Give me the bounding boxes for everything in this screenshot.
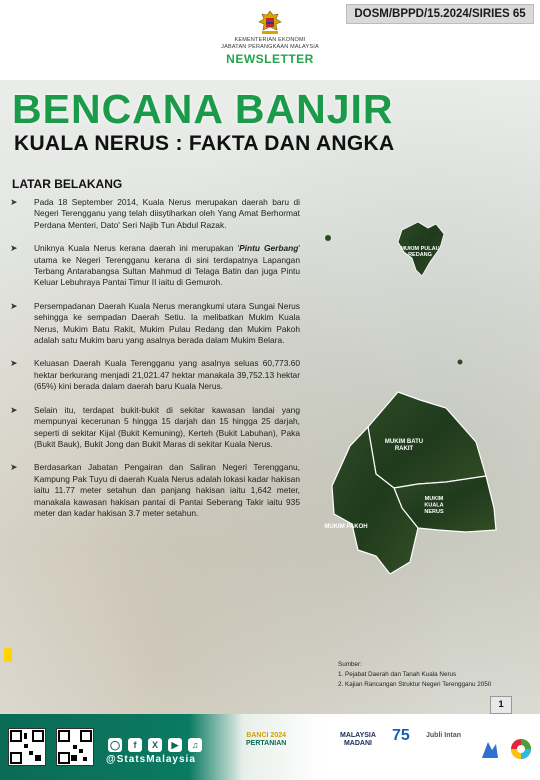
ministry-line-1: KEMENTERIAN EKONOMI xyxy=(234,37,306,43)
bullet-text: Persempadanan Daerah Kuala Nerus merangkumi utara Sungai Nerus sehingga ke sempadan Daerah Setiu. Ia melibatkan Mukim Kuala Nerus, Mukim Batu Rakit, Mukim Pulau Redang dan Mukim Pakoh adalah satu Mukim baru yang asalnya berada dalam Mukim Belara. xyxy=(34,300,300,346)
source-item: 1. Pejabat Daerah dan Tanah Kuala Nerus xyxy=(338,671,457,678)
bullet-item xyxy=(10,358,300,392)
sdg-wheel-icon xyxy=(510,738,532,760)
logo-text: PERTANIAN xyxy=(246,740,287,747)
yellow-marker xyxy=(4,648,12,662)
map-label-pulau-redang: MUKIM PULAU REDANG xyxy=(400,246,440,258)
bullet-text: Pada 18 September 2014, Kuala Nerus merupakan daerah baru di Negeri Terengganu yang telah diisytiharkan oleh Yang Amat Berhormat Perdana Menteri, Dato' Seri Najib Tun Abdul Razak. xyxy=(34,197,300,230)
bullet-text: Selain itu, terdapat bukit-bukit di sekitar kawasan landai yang mempunyai kecerunan 5 hingga 15 darjah dan 15 hingga 25 darjah, seperti di sekitar Kijal (Bukit Kemuning), Kerteh (Bukit Labuhan), Paka (Bukit Bauk), Bukit Jong dan Bukit Maras di sekitar Kuala Nerus. xyxy=(34,404,300,449)
section-heading: LATAR BELAKANG xyxy=(12,177,123,191)
map-label-kuala-nerus: MUKIM KUALA NERUS xyxy=(424,496,444,515)
ministry-name xyxy=(200,37,340,51)
logo-text: MADANI xyxy=(343,740,372,747)
source-item: 2. Kajian Rancangan Struktur Negeri Terengganu 2050 xyxy=(338,681,492,688)
coat-of-arms-icon xyxy=(256,10,284,36)
bullet-item xyxy=(10,243,300,289)
sources-heading: Sumber: xyxy=(338,661,362,668)
logo-text: BANCI 2024 xyxy=(246,732,286,739)
islet xyxy=(458,360,463,365)
arrow-bullet-icon: ➤ xyxy=(10,243,18,254)
arrow-bullet-icon: ➤ xyxy=(10,197,18,207)
logo-text: Jubli Intan xyxy=(426,732,461,739)
bullet-item xyxy=(10,197,300,231)
malaysia-madani-logo xyxy=(340,732,376,748)
jubli-intan-logo xyxy=(426,732,461,740)
qr-code-icon[interactable] xyxy=(8,728,46,766)
bullet-emphasis: Pintu Gerbang xyxy=(239,243,299,254)
bullet-text: Berdasarkan Jabatan Pengairan dan Saliran Negeri Terengganu, Kampung Pak Tuyu di daerah Kuala Nerus adalah lokasi kadar hakisan iaitu 11.77 meter setahun dan panjang hakisan iaitu 1,642 meter, manakala kawasan hakisan pantai di Pantai Seberang Takir iaitu 935 meter dan kadar hakisan 3.7 meter setahun. xyxy=(34,462,300,518)
facebook-icon[interactable]: f xyxy=(128,738,142,752)
bullet-item xyxy=(10,301,300,347)
document-code: DOSM/BPPD/15.2024/SIRIES 65 xyxy=(346,4,534,24)
youtube-icon[interactable]: ▶ xyxy=(168,738,182,752)
sources-block xyxy=(338,660,491,690)
banci-pertanian-logo xyxy=(246,732,286,748)
map-label-batu-rakit: MUKIM BATU RAKIT xyxy=(384,439,424,452)
district-map xyxy=(318,212,540,574)
x-icon[interactable]: X xyxy=(148,738,162,752)
ribbon-logo-icon xyxy=(478,738,500,760)
bullet-text: Uniknya Kuala Nerus kerana daerah ini merupakan ' xyxy=(34,243,240,254)
page-number: 1 xyxy=(490,696,512,714)
bullet-text: Keluasan Daerah Kuala Terengganu yang asalnya seluas 60,773.60 hektar berkurang menjadi 21,021.47 hektar manakala 39,752.13 hektar (65%) kini berada dalam daerah baru Kuala Nerus. xyxy=(34,358,300,392)
arrow-bullet-icon: ➤ xyxy=(10,300,18,311)
arrow-bullet-icon: ➤ xyxy=(10,404,18,415)
tiktok-icon[interactable]: ♫ xyxy=(188,738,202,752)
arrow-bullet-icon: ➤ xyxy=(10,462,18,473)
logo-text: MALAYSIA xyxy=(340,732,376,739)
arrow-bullet-icon: ➤ xyxy=(10,358,18,369)
qr-code-icon[interactable] xyxy=(56,728,94,766)
ministry-line-2: JABATAN PERANGKAAN MALAYSIA xyxy=(221,44,319,50)
map-label-pakoh: MUKIM PAKOH xyxy=(324,524,368,530)
bullet-text: ' utama ke Negeri Terengganu kerana di sini terdapatnya Lapangan Terbang Antarabangsa Sultan Mahmud di Telaga Batin dan juga Pintu Keluar Lebuhraya Pantai Timur II iaitu di Gemuroh. xyxy=(34,243,301,288)
bullet-item xyxy=(10,405,300,451)
social-handle[interactable]: @StatsMalaysia xyxy=(106,754,196,765)
page-title: BENCANA BANJIR xyxy=(12,86,394,132)
islet xyxy=(325,235,331,241)
page-subtitle: KUALA NERUS : FAKTA DAN ANGKA xyxy=(14,132,395,155)
background-bullets xyxy=(10,197,300,531)
bullet-item xyxy=(10,462,300,519)
newsletter-label: NEWSLETTER xyxy=(226,52,314,66)
instagram-icon[interactable]: ◯ xyxy=(109,740,121,750)
dosm-75-logo: 75 xyxy=(392,727,410,744)
